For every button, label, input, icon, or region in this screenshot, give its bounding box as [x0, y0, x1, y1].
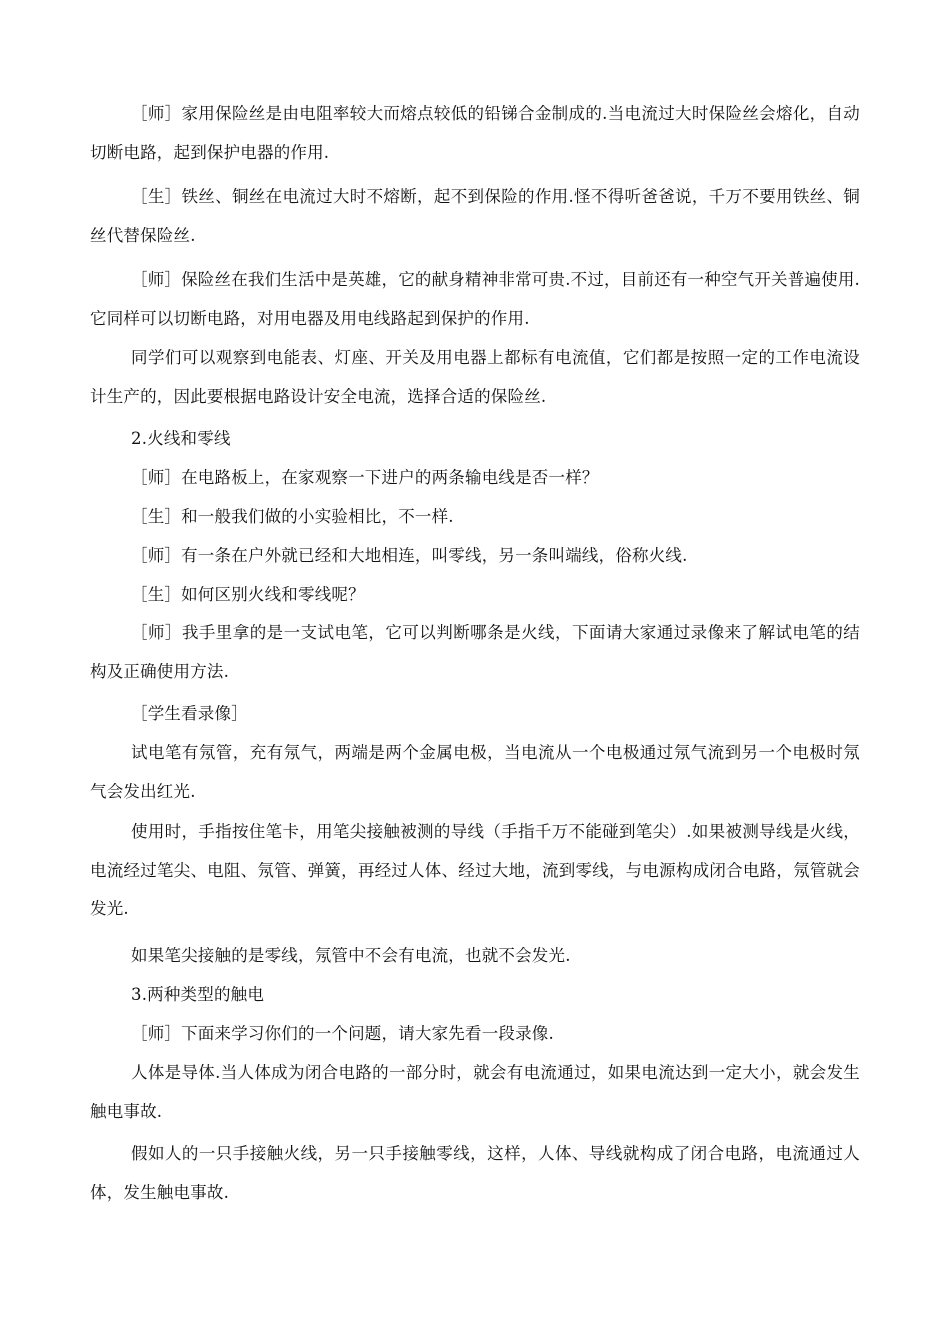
paragraph-1: ［师］家用保险丝是由电阻率较大而熔点较低的铅锑合金制成的.当电流过大时保险丝会熔化，自动切断电路，起到保护电器的作用.: [90, 104, 860, 162]
paragraph-12: 使用时，手指按住笔卡，用笔尖接触被测的导线（手指千万不能碰到笔尖）.如果被测导线是火线，电流经过笔尖、电阻、氖管、弹簧，再经过人体、经过大地，流到零线，与电源构成闭合电路，氖管就会发光.: [90, 822, 860, 918]
paragraph-3: ［师］保险丝在我们生活中是英雄，它的献身精神非常可贵.不过，目前还有一种空气开关普遍使用.它同样可以切断电路，对用电器及用电线路起到保护的作用.: [90, 270, 860, 328]
paragraph-5: ［师］在电路板上，在家观察一下进户的两条输电线是否一样？: [131, 468, 599, 487]
paragraph-2: ［生］铁丝、铜丝在电流过大时不熔断，起不到保险的作用.怪不得听爸爸说，千万不要用铁丝、铜丝代替保险丝.: [90, 187, 860, 245]
paragraph-14: ［师］下面来学习你们的一个问题，请大家先看一段录像.: [131, 1024, 554, 1043]
paragraph-11: 试电笔有氖管，充有氖气，两端是两个金属电极，当电流从一个电极通过氖气流到另一个电极时氖气会发出红光.: [90, 743, 860, 801]
paragraph-13: 如果笔尖接触的是零线，氖管中不会有电流，也就不会发光.: [131, 946, 571, 965]
paragraph-6: ［生］和一般我们做的小实验相比，不一样.: [131, 507, 454, 526]
paragraph-15: 人体是导体.当人体成为闭合电路的一部分时，就会有电流通过，如果电流达到一定大小，就会发生触电事故.: [90, 1063, 860, 1121]
paragraph-4: 同学们可以观察到电能表、灯座、开关及用电器上都标有电流值，它们都是按照一定的工作电流设计生产的，因此要根据电路设计安全电流，选择合适的保险丝.: [90, 348, 860, 406]
paragraph-10: ［学生看录像］: [131, 704, 248, 723]
paragraph-16: 假如人的一只手接触火线，另一只手接触零线，这样，人体、导线就构成了闭合电路，电流通过人体，发生触电事故.: [90, 1144, 860, 1202]
paragraph-7: ［师］有一条在户外就已经和大地相连，叫零线，另一条叫端线，俗称火线.: [131, 546, 688, 565]
section-heading-electric-shock: 3.两种类型的触电: [131, 985, 265, 1004]
paragraph-8: ［生］如何区别火线和零线呢？: [131, 585, 365, 604]
paragraph-9: ［师］我手里拿的是一支试电笔，它可以判断哪条是火线，下面请大家通过录像来了解试电笔的结构及正确使用方法.: [90, 623, 860, 681]
section-heading-fire-and-neutral: 2.火线和零线: [131, 429, 231, 448]
